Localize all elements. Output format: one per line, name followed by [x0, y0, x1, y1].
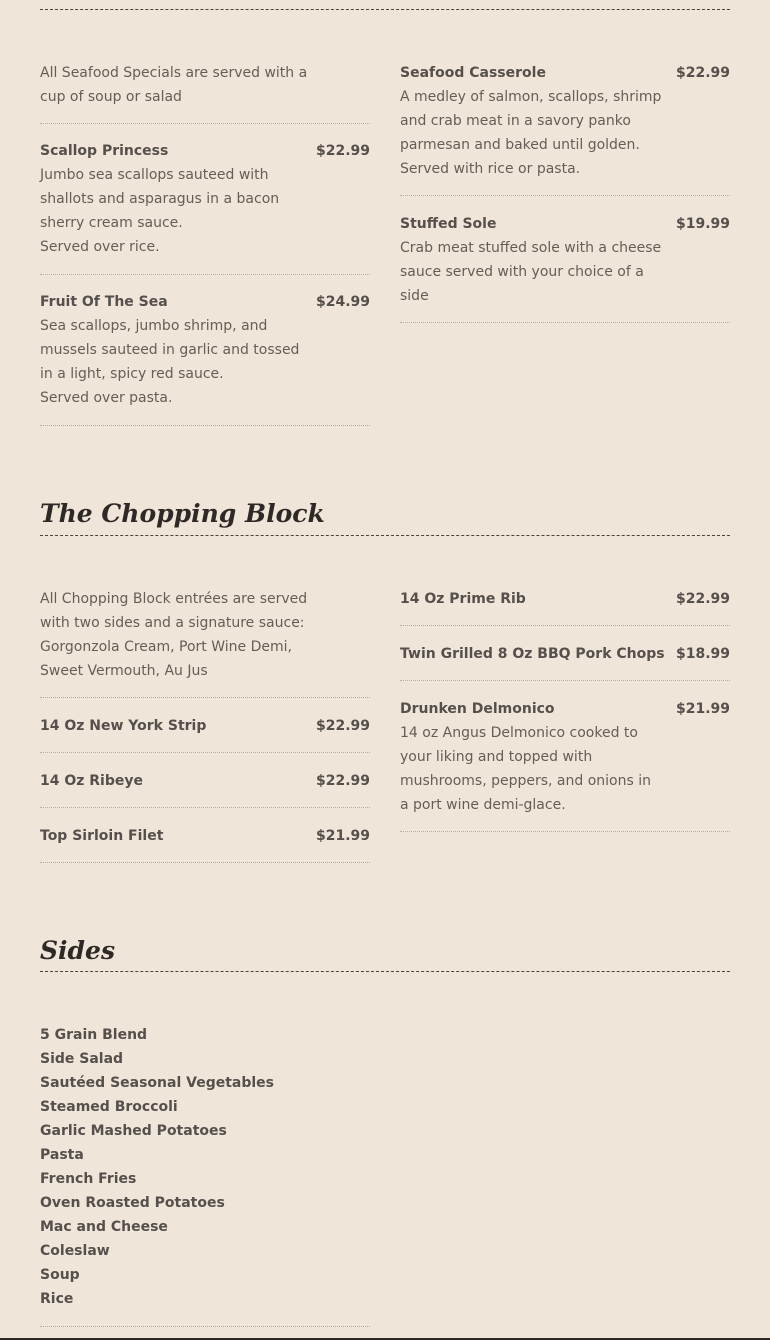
item-price: $22.99 — [675, 65, 730, 81]
side-item: Oven Roasted Potatoes — [40, 1195, 225, 1211]
item-description: Crab meat stuffed sole with a cheese sauce served with your choice of a side — [400, 240, 662, 304]
side-item: Pasta — [40, 1147, 84, 1163]
item-description: 14 oz Angus Delmonico cooked to your liking and topped with mushrooms, peppers, and onions in a port wine demi-glace. — [400, 725, 651, 813]
sides-list — [40, 1023, 370, 1311]
menu-item-scallop-princess — [40, 139, 370, 275]
side-item: Sautéed Seasonal Vegetables — [40, 1075, 275, 1091]
side-item: Steamed Broccoli — [40, 1099, 178, 1115]
item-price: $22.99 — [675, 591, 730, 607]
item-name: Scallop Princess — [40, 143, 169, 159]
menu-item-fruit-of-the-sea — [40, 290, 370, 426]
item-price: $22.99 — [315, 718, 370, 734]
menu-item-top-sirloin-filet — [40, 824, 370, 863]
side-item: Mac and Cheese — [40, 1219, 168, 1235]
seafood-section-rule — [40, 9, 730, 10]
item-name: Twin Grilled 8 Oz BBQ Pork Chops — [400, 646, 665, 662]
chopping-block-title: The Chopping Block — [40, 499, 325, 528]
menu-item-ny-strip — [40, 714, 370, 753]
item-price: $19.99 — [675, 216, 730, 232]
menu-item-bbq-pork-chops — [400, 642, 730, 681]
item-name: Top Sirloin Filet — [40, 828, 164, 844]
side-item: Garlic Mashed Potatoes — [40, 1123, 227, 1139]
menu-item-ribeye — [40, 769, 370, 808]
item-description: Sea scallops, jumbo shrimp, and mussels sauteed in garlic and tossed in a light, spicy red sauce. Served over pasta. — [40, 318, 300, 406]
menu-item-seafood-casserole — [400, 61, 730, 196]
item-price: $22.99 — [315, 143, 370, 159]
item-name: 14 Oz Prime Rib — [400, 591, 526, 607]
chopping-block-section-rule — [40, 535, 730, 536]
menu-item-stuffed-sole — [400, 212, 730, 323]
item-description: Jumbo sea scallops sauteed with shallots and asparagus in a bacon sherry cream sauce. Served over rice. — [40, 167, 280, 255]
item-name: Seafood Casserole — [400, 65, 546, 81]
item-name: 14 Oz Ribeye — [40, 773, 143, 789]
side-item: French Fries — [40, 1171, 137, 1187]
item-price: $21.99 — [675, 701, 730, 717]
side-item: 5 Grain Blend — [40, 1027, 148, 1043]
item-name: Stuffed Sole — [400, 216, 497, 232]
item-price: $24.99 — [315, 294, 370, 310]
side-item: Side Salad — [40, 1051, 124, 1067]
chopping-block-note-block — [40, 587, 370, 698]
item-name: Fruit Of The Sea — [40, 294, 168, 310]
sides-section-rule — [40, 971, 730, 972]
item-price: $22.99 — [315, 773, 370, 789]
item-name: Drunken Delmonico — [400, 701, 555, 717]
seafood-note-block — [40, 61, 370, 124]
item-name: 14 Oz New York Strip — [40, 718, 207, 734]
sides-title: Sides — [40, 936, 116, 965]
menu-item-drunken-delmonico — [400, 697, 730, 832]
item-price: $21.99 — [315, 828, 370, 844]
menu-item-prime-rib — [400, 587, 730, 626]
item-price: $18.99 — [675, 646, 730, 662]
side-item: Coleslaw — [40, 1243, 110, 1259]
seafood-note: All Seafood Specials are served with a cup of soup or salad — [40, 65, 308, 105]
sides-bottom-divider — [40, 1326, 370, 1327]
side-item: Soup — [40, 1267, 80, 1283]
item-description: A medley of salmon, scallops, shrimp and crab meat in a savory panko parmesan and baked until golden. Served with rice or pasta. — [400, 89, 662, 177]
side-item: Rice — [40, 1291, 74, 1307]
chopping-block-note: All Chopping Block entrées are served with two sides and a signature sauce: Gorgonzola Cream, Port Wine Demi, Sweet Vermouth, Au Jus — [40, 591, 308, 679]
